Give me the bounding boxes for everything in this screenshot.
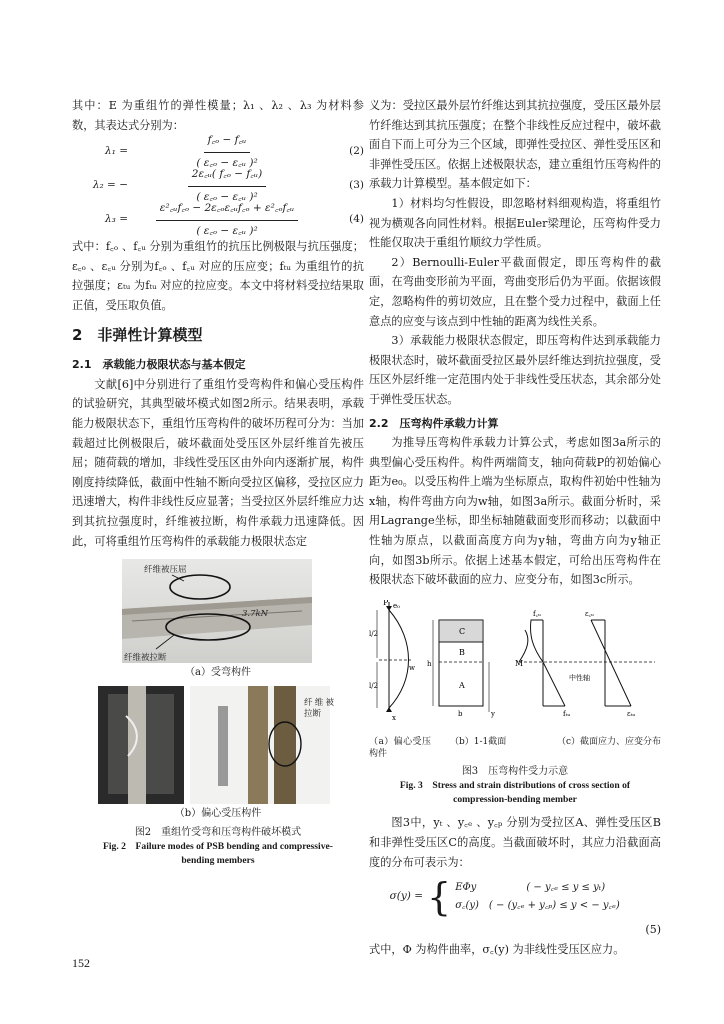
- paragraph: 义为：受拉区最外层竹纤维达到其抗拉强度，受压区最外层竹纤维达到其抗压强度；在整个非线性反应过程中，破坏截面自下而上可分为三个区域，即弹性受拉区、弹性受压区和非弹性受压区。依据上述极限状态，建立重组竹压弯构件的承载力计算模型。基本假定如下：: [369, 99, 661, 191]
- equation-number: (4): [349, 213, 364, 226]
- page-number: 152: [72, 956, 90, 970]
- label-region-A: A: [459, 680, 465, 690]
- label-e0: e₀: [393, 601, 400, 610]
- label-b: b: [458, 709, 463, 718]
- label-region-C: C: [459, 626, 466, 636]
- label-M: M: [515, 658, 524, 668]
- label-x: x: [392, 713, 396, 722]
- equation-3: λ₂ = − $\frac{\text{2ε꜀ᵤ( f꜀ₒ − f꜀ᵤ)}}{\text{( ε꜀ₒ − ε꜀ᵤ )²}}$ (3): [72, 169, 364, 203]
- paragraph: 文献[6]中分别进行了重组竹受弯构件和偏心受压构件的试验研究，其典型破坏模式如图2所示。结果表明，承载能力极限状态下，重组竹压弯构件的破坏历程可分为：当加载超过比例极限后，破坏截面处受压区外层纤维首先被压屈；随荷载的增加，非线性受压区由外向内逐渐扩展，构件刚度持续降低，截面中性轴不断向受拉区偏移，受拉区应力迅速增大，构件非线性反应显著；当受拉区外层纤维应力达到其抗拉强度时，纤维被拉断，构件承载力迅速降低。因此，可将重组竹压弯构件的承载能力极限状态定: [72, 377, 364, 548]
- label-y: y: [491, 709, 495, 718]
- label-region-B: B: [459, 647, 465, 657]
- tag-load-mark: 3.7kN: [242, 609, 269, 620]
- paragraph: 图3中，yₜ 、y꜀ₑ 、y꜀ₚ 分别为受拉区A、弹性受压区B和非弹性受压区C的高度。当截面破坏时，其应力沿截面高度的分布可表示为：: [369, 816, 661, 869]
- subsection-heading: 2.1 承载能力极限状态与基本假定: [72, 358, 246, 372]
- label-neutral-axis: 中性轴: [569, 673, 590, 682]
- paragraph: 1）材料均匀性假设，即忽略材料细观构造，将重组竹视为横观各向同性材料。根据Euler梁理论，压弯构件受力性能仅取决于重组竹顺纹力学性质。: [369, 196, 661, 250]
- paragraph: 3）承载能力极限状态假定，即压弯构件达到承载能力极限状态时，破坏截面受拉区最外层纤维达到抗拉强度，受压区外层纤维一定范围内处于非线性受压状态，其余部分处于弹性受压状态。: [369, 334, 661, 406]
- paragraph: 式中，Φ 为构件曲率，σ꜀(y) 为非线性受压区应力。: [369, 942, 625, 956]
- tag-fiber-broken-right: 纤维被拉断: [304, 698, 334, 720]
- equation-4: λ₃ = $\frac{\text{ε²꜀ᵤf꜀ₒ − 2ε꜀ₒε꜀ᵤf꜀ₒ + ε²꜀ₒf꜀ᵤ}}{\text{( ε꜀ₒ − ε꜀ᵤ )²}}$ (4): [72, 203, 364, 237]
- figure-3-caption-en: Fig. 3 Stress and strain distributions of cross section of compression-bending member: [399, 780, 631, 806]
- label-etu: εₜᵤ: [627, 709, 636, 718]
- label-P: P: [383, 599, 389, 607]
- subcaption-a: （a）受弯构件: [185, 667, 251, 679]
- right-column: [369, 96, 661, 959]
- section-heading: 2 非弹性计算模型: [72, 325, 203, 344]
- photo-compression-member: [98, 686, 338, 804]
- stress-strain-distribution: [515, 610, 655, 718]
- equation-2: λ₁ = $\frac{\text{f꜀ₒ − f꜀ᵤ}}{\text{( ε꜀ₒ − ε꜀ᵤ )²}}$ (2): [72, 135, 364, 169]
- equation-number: (5): [645, 923, 661, 937]
- label-ecu: ε꜀ᵤ: [585, 609, 594, 618]
- subcaption-b: （b）偏心受压构件: [174, 808, 262, 820]
- eccentric-column: [369, 600, 415, 722]
- label-ftu: fₜᵤ: [563, 709, 571, 718]
- paragraph: 2）Bernoulli-Euler平截面假定，即压弯构件的截面，在弯曲变形前为平面，弯曲变形后仍为平面。依据该假定，忽略构件的剪切效应，且在整个受力过程中，截面上任意点的应变与该点到中性轴的距离为线性关系。: [369, 255, 661, 328]
- figure-3: [369, 600, 661, 808]
- paragraph: 为推导压弯构件承载力计算公式，考虑如图3a所示的典型偏心受压构件。构件两端简支，轴向荷载P的初始偏心距为e₀。以受压构件上端为坐标原点，取构件初始中性轴为x轴，构件弯曲方向为w轴，如图3a所示。截面分析时，采用Lagrange坐标，即坐标轴随截面变形而移动；以截面中性轴为原点，以截面高度方向为y轴，弯曲方向为y轴正向，如图3b所示。依据上述基本假定，可给出压弯构件在极限状态下破坏截面的应力、应变分布，如图3c所示。: [369, 436, 661, 587]
- cross-section: [427, 620, 495, 718]
- subcaption-b: （b）1-1截面: [450, 737, 507, 748]
- figure-2-caption: 图2 重组竹受弯和压弯构件破坏模式: [134, 827, 302, 839]
- equation-number: (3): [349, 179, 364, 192]
- subcaption-c: （c）截面应力、应变分布: [556, 737, 661, 748]
- figure-2-caption-en: Fig. 2 Failure modes of PSB bending and compressive-bending members: [103, 841, 333, 867]
- figure-3-caption: 图3 压弯构件受力示意: [461, 766, 569, 778]
- brace: {: [427, 875, 452, 920]
- equation-5: σ(y) = { EΦy ( − y꜀ₑ ≤ y ≤ yₜ) σ꜀(y) ( − (y꜀ₑ + y꜀ₚ) ≤ y < − y꜀ₑ): [389, 875, 620, 920]
- photo-bending-member: [122, 559, 312, 663]
- subsection-heading: 2.2 压弯构件承载力计算: [369, 416, 499, 430]
- label-fcu: f꜀ᵤ: [533, 609, 541, 618]
- label-w: w: [409, 663, 415, 672]
- compression-photo-graphic: [98, 686, 338, 804]
- equation-number: (2): [349, 145, 364, 158]
- subcaption-a: （a）偏心受压构件: [369, 737, 431, 760]
- paragraph: 其中：E 为重组竹的弹性模量；λ₁ 、λ₂ 、λ₃ 为材料参数，其表达式分别为：: [72, 99, 364, 132]
- paragraph: 式中：f꜀ₒ 、f꜀ᵤ 分别为重组竹的抗压比例极限与抗压强度；ε꜀ₒ 、ε꜀ᵤ 分别为f꜀ₒ 、f꜀ᵤ 对应的压应变；fₜᵤ 为重组竹的抗拉强度；εₜᵤ 为fₜᵤ 对应的拉应变。本文中将材料受拉结果取正值，受压取负值。: [72, 240, 364, 312]
- figure-3-diagram: [369, 600, 661, 728]
- figure-2: [72, 559, 364, 868]
- label-h: h: [427, 659, 432, 668]
- label-half-length: l/2: [369, 629, 379, 638]
- left-column: [72, 96, 364, 868]
- tag-fiber-buckled: 纤维被压屈: [144, 565, 187, 576]
- label-half-length: l/2: [369, 681, 379, 690]
- tag-fiber-broken: 纤维被拉断: [124, 653, 167, 664]
